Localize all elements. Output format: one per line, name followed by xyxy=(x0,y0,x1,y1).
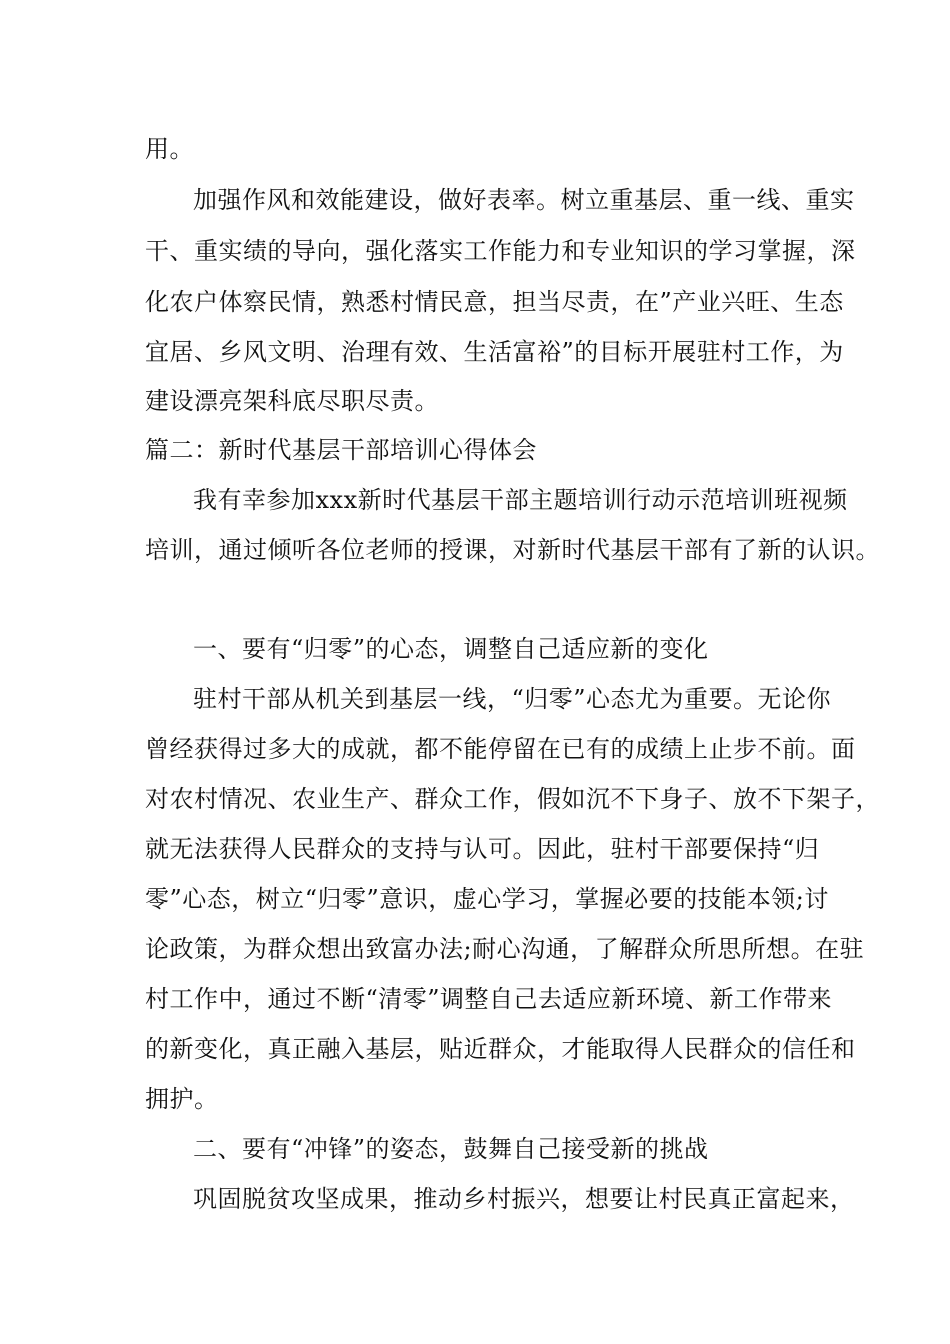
text-line: 宜居、乡风文明、治理有效、生活富裕”的目标开展驻村工作，为 xyxy=(145,338,844,366)
paragraph-start: 加强作风和效能建设，做好表率。树立重基层、重一线、重实 xyxy=(193,186,855,214)
text-line: 就无法获得人民群众的支持与认可。因此，驻村干部要保持“归 xyxy=(145,835,820,863)
text-line: 化农户体察民情，熟悉村情民意，担当尽责，在”产业兴旺、生态 xyxy=(145,288,844,316)
paragraph-start: 我有幸参加xxx新时代基层干部主题培训行动示范培训班视频 xyxy=(193,486,848,514)
text-line: 拥护。 xyxy=(145,1085,219,1113)
text-line: 的新变化，真正融入基层，贴近群众，才能取得人民群众的信任和 xyxy=(145,1035,856,1063)
text-line: 干、重实绩的导向，强化落实工作能力和专业知识的学习掌握，深 xyxy=(145,237,856,265)
paragraph-start: 驻村干部从机关到基层一线，“归零”心态尤为重要。无论你 xyxy=(193,685,832,713)
subheading: 二、要有“冲锋”的姿态，鼓舞自己接受新的挑战 xyxy=(193,1135,709,1163)
text-line: 培训，通过倾听各位老师的授课，对新时代基层干部有了新的认识。 xyxy=(145,536,880,564)
paragraph-start: 巩固脱贫攻坚成果，推动乡村振兴，想要让村民真正富起来， xyxy=(193,1185,855,1213)
text-line: 用。 xyxy=(145,135,194,163)
text-line: 曾经获得过多大的成就，都不能停留在已有的成绩上止步不前。面 xyxy=(145,735,856,763)
section-title: 篇二：新时代基层干部培训心得体会 xyxy=(145,436,537,464)
text-line: 建设漂亮架科底尽职尽责。 xyxy=(145,387,439,415)
text-line: 对农村情况、农业生产、群众工作，假如沉不下身子、放不下架子， xyxy=(145,785,880,813)
subheading: 一、要有“归零”的心态，调整自己适应新的变化 xyxy=(193,635,709,663)
text-line: 论政策，为群众想出致富办法;耐心沟通，了解群众所思所想。在驻 xyxy=(145,935,865,963)
text-line: 零”心态，树立“归零”意识，虚心学习，掌握必要的技能本领;讨 xyxy=(145,885,829,913)
text-line: 村工作中，通过不断“清零”调整自己去适应新环境、新工作带来 xyxy=(145,985,833,1013)
